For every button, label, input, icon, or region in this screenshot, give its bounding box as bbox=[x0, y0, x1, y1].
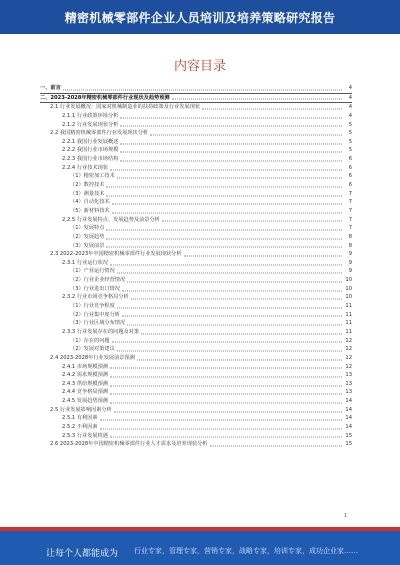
toc-entry-title: 2.6 2023-2028年中国精密机械零部件行业人才需求及培养现状分析 bbox=[50, 441, 208, 448]
toc-entry-page: 6 bbox=[348, 182, 352, 189]
toc-dot-leader bbox=[106, 247, 342, 248]
toc-entry[interactable] bbox=[40, 432, 352, 441]
toc-entry[interactable] bbox=[40, 129, 352, 138]
toc-dot-leader bbox=[122, 290, 342, 291]
toc-entry-page: 5 bbox=[348, 121, 352, 128]
toc-entry-page: 5 bbox=[348, 138, 352, 145]
toc-entry-page: 12 bbox=[345, 346, 352, 353]
table-of-contents bbox=[40, 84, 352, 449]
toc-entry-page: 15 bbox=[345, 432, 352, 439]
page-number: 1 bbox=[344, 513, 348, 519]
toc-entry[interactable] bbox=[40, 103, 352, 112]
toc-entry-page: 15 bbox=[345, 441, 352, 448]
toc-entry[interactable] bbox=[40, 354, 352, 363]
toc-entry[interactable] bbox=[40, 181, 352, 190]
toc-dot-leader bbox=[112, 204, 342, 205]
footer-accent-bar bbox=[0, 527, 400, 531]
toc-dot-leader bbox=[210, 446, 343, 447]
toc-entry[interactable] bbox=[40, 423, 352, 432]
toc-dot-leader bbox=[120, 126, 342, 127]
toc-entry-page: 7 bbox=[348, 225, 352, 232]
toc-entry-title: （1）行业竞争程度 bbox=[70, 303, 115, 310]
toc-entry-page: 12 bbox=[345, 363, 352, 370]
toc-entry[interactable] bbox=[40, 302, 352, 311]
toc-dot-leader bbox=[141, 333, 342, 334]
toc-entry-page: 14 bbox=[345, 398, 352, 405]
toc-entry[interactable] bbox=[40, 216, 352, 225]
toc-entry[interactable] bbox=[40, 250, 352, 259]
toc-entry[interactable] bbox=[40, 311, 352, 320]
toc-entry-page: 12 bbox=[345, 354, 352, 361]
toc-entry-page: 9 bbox=[348, 268, 352, 275]
toc-entry-title: 2.2.4 行业技术现状 bbox=[62, 164, 108, 171]
toc-entry[interactable] bbox=[40, 380, 352, 389]
toc-dot-leader bbox=[202, 109, 342, 110]
toc-entry-page: 14 bbox=[345, 415, 352, 422]
toc-entry-page: 7 bbox=[348, 190, 352, 197]
toc-entry-title: 2.3 2022-2023年中国精密机械零部件行业发展现状分析 bbox=[50, 251, 182, 258]
toc-entry[interactable] bbox=[40, 233, 352, 242]
toc-entry-page: 5 bbox=[348, 130, 352, 137]
toc-entry-title: （4）自动化技术 bbox=[70, 199, 110, 206]
toc-entry-title: 一、前言 bbox=[40, 85, 61, 91]
toc-dot-leader bbox=[120, 160, 342, 161]
toc-entry-page: 14 bbox=[345, 423, 352, 430]
toc-entry-title: （3）行业区域分布情况 bbox=[70, 320, 126, 327]
toc-entry[interactable] bbox=[40, 138, 352, 147]
toc-entry-page: 4 bbox=[348, 94, 352, 101]
toc-entry-title: 2.2 我国精密机械零部件行业发展现状分析 bbox=[50, 130, 149, 137]
footer-slogan-right: 行业专家，管理专家，营销专家，战略专家，培训专家，成功企业家…… bbox=[134, 547, 358, 555]
toc-entry-page: 6 bbox=[348, 156, 352, 163]
toc-dot-leader bbox=[110, 394, 342, 395]
toc-dot-leader bbox=[110, 437, 342, 438]
toc-dot-leader bbox=[117, 307, 342, 308]
toc-entry-title: （2）行业企业经营情况 bbox=[70, 277, 126, 284]
toc-entry-page: 4 bbox=[348, 85, 352, 91]
toc-entry-page: 8 bbox=[348, 242, 352, 249]
toc-dot-leader bbox=[117, 178, 342, 179]
toc-entry-title: 2.4.3 供给规模预测 bbox=[62, 380, 108, 387]
toc-entry[interactable] bbox=[40, 207, 352, 216]
toc-dot-leader bbox=[100, 428, 342, 429]
toc-entry-page: 12 bbox=[345, 337, 352, 344]
toc-dot-leader bbox=[114, 411, 342, 412]
toc-entry-title: 2.4 2023-2028年行业发展前景预测 bbox=[50, 354, 135, 361]
toc-entry-title: （1）存在的问题 bbox=[70, 337, 110, 344]
toc-dot-leader bbox=[127, 281, 342, 282]
toc-dot-leader bbox=[100, 420, 342, 421]
toc-entry-page: 10 bbox=[345, 277, 352, 284]
toc-dot-leader bbox=[127, 325, 342, 326]
toc-entry[interactable] bbox=[40, 84, 352, 94]
toc-entry-title: 2.2.2 我国行业市场规模 bbox=[62, 147, 119, 154]
toc-dot-leader bbox=[120, 152, 342, 153]
toc-entry-page: 11 bbox=[345, 320, 352, 327]
toc-dot-leader bbox=[106, 195, 342, 196]
toc-dot-leader bbox=[112, 212, 342, 213]
toc-entry-page: 11 bbox=[345, 311, 352, 318]
toc-entry[interactable] bbox=[40, 164, 352, 173]
toc-entry-title: 2.5 行业发展影响因素分析 bbox=[50, 406, 112, 413]
toc-entry-title: 2.3.1 行业运行状况 bbox=[62, 259, 108, 266]
toc-entry-title: 2.2.3 我国行业市场结构 bbox=[62, 156, 119, 163]
toc-entry[interactable] bbox=[40, 440, 352, 449]
toc-entry-page: 13 bbox=[345, 380, 352, 387]
toc-dot-leader bbox=[162, 221, 342, 222]
toc-entry-page: 9 bbox=[348, 251, 352, 258]
toc-entry[interactable] bbox=[40, 397, 352, 406]
toc-entry-title: （1）精密加工技术 bbox=[70, 173, 115, 180]
toc-dot-leader bbox=[63, 89, 342, 90]
toc-dot-leader bbox=[137, 359, 342, 360]
toc-entry[interactable] bbox=[40, 285, 352, 294]
toc-entry-title: 2.4.1 市场规模预测 bbox=[62, 363, 108, 370]
toc-entry-page: 9 bbox=[348, 259, 352, 266]
toc-dot-leader bbox=[117, 273, 342, 274]
toc-entry-page: 7 bbox=[348, 199, 352, 206]
toc-entry[interactable] bbox=[40, 190, 352, 199]
toc-entry[interactable] bbox=[40, 328, 352, 337]
toc-entry-page: 8 bbox=[348, 233, 352, 240]
toc-dot-leader bbox=[110, 402, 342, 403]
toc-entry-title: （3）行业进出口情况 bbox=[70, 285, 120, 292]
toc-entry[interactable] bbox=[40, 388, 352, 397]
toc-entry-page: 11 bbox=[345, 328, 352, 335]
toc-dot-leader bbox=[150, 135, 342, 136]
toc-dot-leader bbox=[117, 351, 342, 352]
toc-dot-leader bbox=[110, 376, 342, 377]
toc-entry-page: 13 bbox=[345, 389, 352, 396]
toc-entry[interactable] bbox=[40, 337, 352, 346]
toc-entry[interactable] bbox=[40, 293, 352, 302]
toc-entry-page: 6 bbox=[348, 173, 352, 180]
toc-entry-page: 10 bbox=[345, 285, 352, 292]
toc-entry-title: （2）行业集中度分析 bbox=[70, 311, 120, 318]
toc-dot-leader bbox=[106, 230, 342, 231]
toc-entry-page: 7 bbox=[348, 207, 352, 214]
toc-entry-title: （2）数控技术 bbox=[70, 182, 105, 189]
toc-dot-leader bbox=[110, 169, 342, 170]
toc-dot-leader bbox=[110, 385, 342, 386]
toc-entry-title: （2）发展对策建议 bbox=[70, 346, 115, 353]
toc-dot-leader bbox=[172, 99, 342, 100]
toc-entry-title: 2.1.2 行业发展现状分析 bbox=[62, 121, 119, 128]
toc-entry-page: 4 bbox=[348, 112, 352, 119]
toc-entry-page: 6 bbox=[348, 164, 352, 171]
toc-entry[interactable] bbox=[40, 224, 352, 233]
toc-entry-title: （1）产业运行情况 bbox=[70, 268, 115, 275]
toc-entry-page: 14 bbox=[345, 406, 352, 413]
toc-heading: 内容目录 bbox=[173, 59, 226, 74]
toc-entry-title: 2.2.1 我国行业发展概述 bbox=[62, 138, 119, 145]
report-header-banner bbox=[0, 0, 400, 34]
toc-dot-leader bbox=[106, 186, 342, 187]
toc-entry[interactable] bbox=[40, 242, 352, 251]
toc-entry[interactable] bbox=[40, 112, 352, 121]
toc-dot-leader bbox=[184, 255, 342, 256]
toc-entry[interactable] bbox=[40, 406, 352, 415]
toc-entry[interactable] bbox=[40, 94, 352, 104]
toc-entry-title: 2.4.5 发展趋势预测 bbox=[62, 398, 108, 405]
toc-entry[interactable] bbox=[40, 267, 352, 276]
toc-dot-leader bbox=[112, 342, 342, 343]
toc-entry-title: （2）发展趋势 bbox=[70, 233, 105, 240]
toc-entry[interactable] bbox=[40, 146, 352, 155]
toc-entry-title: 2.4.2 需求规模预测 bbox=[62, 372, 108, 379]
toc-dot-leader bbox=[110, 368, 342, 369]
toc-entry[interactable] bbox=[40, 198, 352, 207]
toc-entry[interactable] bbox=[40, 345, 352, 354]
toc-dot-leader bbox=[120, 143, 342, 144]
toc-entry-title: 2.4.4 竞争格局预测 bbox=[62, 389, 108, 396]
toc-entry[interactable] bbox=[40, 121, 352, 130]
toc-dot-leader bbox=[120, 117, 342, 118]
toc-entry-page: 7 bbox=[348, 216, 352, 223]
toc-entry-title: （5）新材料技术 bbox=[70, 207, 110, 214]
toc-entry-page: 5 bbox=[348, 147, 352, 154]
toc-entry[interactable] bbox=[40, 371, 352, 380]
report-title: 精密机械零部件企业人员培训及培养策略研究报告 bbox=[64, 10, 336, 25]
toc-entry[interactable] bbox=[40, 276, 352, 285]
toc-entry-title: 2.2.5 行业发展特点、发展趋势及前景分析 bbox=[62, 216, 160, 223]
toc-entry-page: 4 bbox=[348, 104, 352, 111]
toc-entry-title: 2.3.2 行业市场竞争格局分析 bbox=[62, 294, 129, 301]
toc-entry-title: 二、2023-2028年精密机械零部件行业现状及趋势预测 bbox=[40, 94, 170, 101]
toc-entry-title: （1）发展特点 bbox=[70, 225, 105, 232]
toc-entry-title: （3）发展前景 bbox=[70, 242, 105, 249]
toc-entry-page: 13 bbox=[345, 372, 352, 379]
toc-entry[interactable] bbox=[40, 259, 352, 268]
footer-banner bbox=[0, 527, 400, 565]
toc-dot-leader bbox=[131, 299, 342, 300]
toc-entry[interactable] bbox=[40, 319, 352, 328]
toc-entry-page: 10 bbox=[345, 294, 352, 301]
toc-entry[interactable] bbox=[40, 172, 352, 181]
toc-entry[interactable] bbox=[40, 414, 352, 423]
toc-entry-page: 11 bbox=[345, 303, 352, 310]
toc-dot-leader bbox=[106, 238, 342, 239]
toc-entry-title: 2.3.3 行业发展存在的问题及对策 bbox=[62, 328, 140, 335]
toc-entry[interactable] bbox=[40, 363, 352, 372]
toc-entry[interactable] bbox=[40, 155, 352, 164]
toc-entry-title: 2.1.1 行业政策环境分析 bbox=[62, 112, 119, 119]
toc-entry-title: 2.5.2 不利因素 bbox=[62, 423, 98, 430]
toc-entry-title: 2.5.3 行业发展机遇 bbox=[62, 432, 108, 439]
toc-entry-title: （3）测量技术 bbox=[70, 190, 105, 197]
toc-dot-leader bbox=[110, 264, 342, 265]
footer-slogan-left: 让每个人都能成为 bbox=[46, 549, 119, 559]
toc-entry-title: 2.5.1 有利因素 bbox=[62, 415, 98, 422]
toc-dot-leader bbox=[122, 316, 342, 317]
toc-entry-title: 2.1 行业发展概况：国家对机械制造业的扶持政策及行业发展现状 bbox=[50, 104, 200, 111]
